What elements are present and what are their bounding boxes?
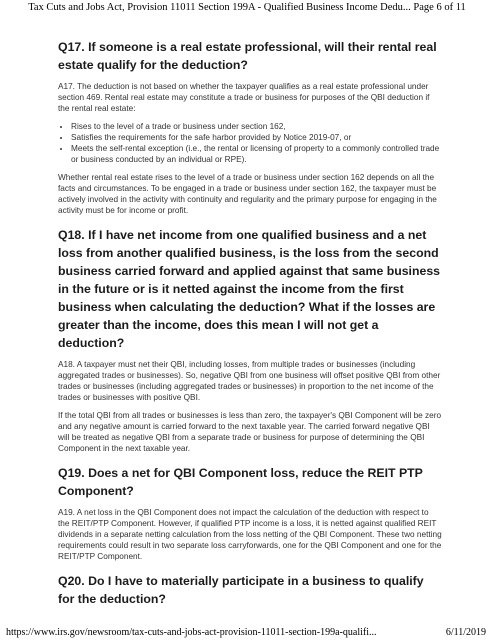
faq-q20 [58,572,442,608]
answer-paragraph: If the total QBI from all trades or businesses is less than zero, the taxpayer's QBI Component will be zero and any negative amount is carried forward to the next taxable year. The carried forward negative QBI will be treated as negative QBI from a separate trade or business for purpose of determining the QBI Component in the next taxable year. [58,411,442,453]
header-page-number: Page 6 of 11 [413,2,466,13]
question-heading: Q17. If someone is a real estate professional, will their rental real estate qualify for the deduction? [58,40,437,72]
list-item: • Satisfies the requirements for the safe harbor provided by Notice 2019-07, or [71,132,442,143]
answer-paragraph: A18. A taxpayer must net their QBI, including losses, from multiple trades or businesses (including aggregated trades or businesses). So, negative QBI from one business will offset positive QBI from other trades or businesses (including aggregated trades or businesses) in proportion to the net income of the trades or businesses with positive QBI. [58,360,441,402]
faq-q17 [58,38,442,216]
question-heading: Q18. If I have net income from one qualified business and a net loss from another qualified business, is the loss from the second business carried forward and applied against that same business in the future or is it netted against the income from the first business when calculating the deduction? What if the losses are greater than the income, does this mean I will not get a deduction? [58,228,441,350]
footer-url: https://www.irs.gov/newsroom/tax-cuts-and-jobs-act-provision-11011-section-199a-qualifi... [6,627,377,638]
faq-content [58,38,442,615]
bullet-list [58,121,442,165]
footer-date: 6/11/2019 [445,627,486,638]
answer-paragraph: A19. A net loss in the QBI Component does not impact the calculation of the deduction with respect to the REIT/PTP Component. However, if qualified PTP income is a loss, it is netted against qualified REIT dividends in a separate netting calculation from the loss netting of the QBI Component. These two netting requirements could result in two separate loss carryforwards, one for the QBI Component and one for the REIT/PTP Component. [58,508,442,561]
print-footer [6,627,486,638]
list-item: • Rises to the level of a trade or business under section 162, [71,121,442,132]
question-heading: Q19. Does a net for QBI Component loss, reduce the REIT PTP Component? [58,466,423,498]
faq-q19 [58,464,442,562]
question-heading: Q20. Do I have to materially participate in a business to qualify for the deduction? [58,574,424,606]
faq-q18 [58,226,442,454]
list-item: • Meets the self-rental exception (i.e., the rental or licensing of property to a commonly controlled trade or business conducted by an individual or RPE). [71,143,442,165]
answer-paragraph: A17. The deduction is not based on whether the taxpayer qualifies as a real estate professional under section 469. Rental real estate may constitute a trade or business for purposes of the QBI deduction if the rental real estate: [58,82,430,113]
header-title: Tax Cuts and Jobs Act, Provision 11011 Section 199A - Qualified Business Income Dedu... [28,2,411,13]
print-header [0,2,494,13]
answer-paragraph: Whether rental real estate rises to the level of a trade or business under section 162 depends on all the facts and circumstances. To be engaged in a trade or business under section 162, the taxpayer must be actively involved in the activity with continuity and regularity and the primary purpose for engaging in the activity must be for income or profit. [58,173,437,215]
